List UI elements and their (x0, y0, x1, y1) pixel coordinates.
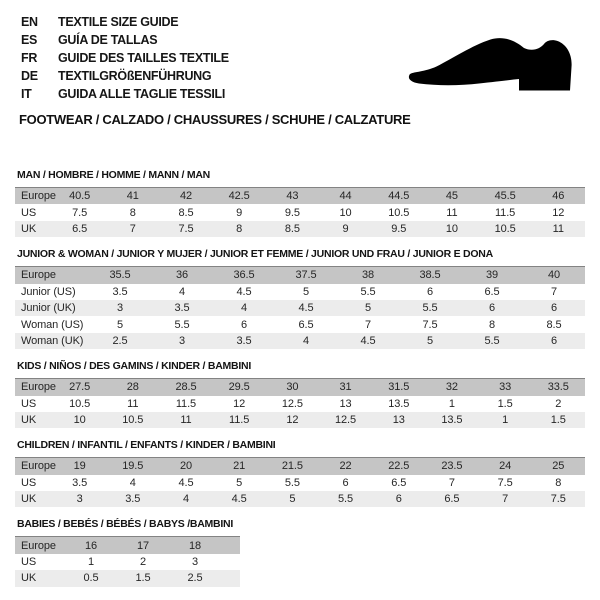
size-cell: 35.5 (109, 269, 131, 282)
size-cell: 7 (129, 222, 136, 235)
size-cell: 13 (339, 397, 352, 410)
size-cell: 38 (361, 269, 375, 282)
shoe-silhouette-svg (397, 27, 582, 97)
size-cell: 45.5 (494, 190, 516, 203)
size-cell: 5.5 (338, 493, 354, 506)
size-cell: 10 (73, 414, 86, 427)
language-code: DE (21, 69, 38, 83)
size-cell: 5.5 (360, 285, 376, 298)
size-table-section (15, 169, 585, 237)
size-cell: 23.5 (441, 460, 463, 473)
size-cell: 1 (448, 397, 455, 410)
size-cell: 3 (76, 493, 83, 506)
table-row (15, 333, 585, 349)
size-cell: 36.5 (233, 269, 255, 282)
size-cell: 3.5 (125, 493, 141, 506)
size-cell: 3 (191, 556, 199, 569)
size-cell: 3 (116, 302, 124, 315)
size-cell: 41 (126, 190, 139, 203)
size-cell: 6 (550, 334, 558, 347)
size-cell: 2.5 (112, 334, 128, 347)
size-cell: 4 (302, 334, 310, 347)
size-cell: 6 (395, 493, 402, 506)
size-cell: 44.5 (388, 190, 410, 203)
size-cell: 17 (136, 539, 150, 552)
size-cell: 10.5 (388, 206, 410, 219)
size-cell: 40.5 (69, 190, 91, 203)
size-table-section (15, 518, 585, 586)
size-cell: 3.5 (174, 302, 190, 315)
size-cell: 12 (286, 414, 299, 427)
size-cell: 44 (339, 190, 352, 203)
row-label: Woman (UK) (21, 334, 84, 347)
size-cell: 12 (233, 397, 246, 410)
size-table-section (15, 439, 585, 507)
language-code: ES (21, 33, 38, 47)
size-cell: 6.5 (484, 285, 500, 298)
table-row (15, 284, 585, 300)
size-table (15, 536, 240, 586)
size-cell: 4.5 (360, 334, 376, 347)
table-row (15, 221, 585, 237)
size-cell: 4.5 (231, 493, 247, 506)
size-cell: 7.5 (178, 222, 194, 235)
table-row (15, 491, 585, 507)
category-line: FOOTWEAR / CALZADO / CHAUSSURES / SCHUHE / CALZATURE (19, 112, 411, 127)
size-table (15, 266, 585, 349)
size-cell: 31 (339, 381, 352, 394)
size-table-section (15, 360, 585, 428)
size-cell: 6 (240, 318, 248, 331)
size-cell: 16 (84, 539, 98, 552)
size-cell: 0.5 (83, 572, 99, 585)
size-table-section (15, 248, 585, 349)
size-cell: 3.5 (236, 334, 252, 347)
size-cell: 7.5 (497, 476, 513, 489)
size-cell: 10 (339, 206, 352, 219)
size-cell: 7.5 (72, 206, 88, 219)
size-cell: 8.5 (284, 222, 300, 235)
size-cell: 11 (446, 206, 458, 219)
row-label: UK (21, 572, 37, 585)
size-table (15, 187, 585, 237)
size-cell: 1.5 (550, 414, 566, 427)
size-cell: 4 (240, 302, 248, 315)
size-cell: 3 (178, 334, 186, 347)
table-row (15, 554, 240, 570)
size-cell: 13 (392, 414, 405, 427)
size-cell: 8 (555, 476, 562, 489)
row-label: Europe (21, 460, 56, 473)
size-cell: 4 (129, 476, 136, 489)
size-table (15, 378, 585, 428)
size-cell: 29.5 (228, 381, 250, 394)
size-cell: 2 (555, 397, 562, 410)
size-cell: 6.5 (298, 318, 314, 331)
size-cell: 5.5 (284, 476, 300, 489)
row-label: UK (21, 414, 37, 427)
size-cell: 4 (182, 493, 189, 506)
row-label: UK (21, 493, 37, 506)
size-cell: 7 (502, 493, 509, 506)
size-cell: 11.5 (175, 397, 197, 410)
size-cell: 5 (364, 302, 372, 315)
row-label: Europe (21, 269, 56, 282)
size-cell: 18 (188, 539, 202, 552)
size-cell: 9 (342, 222, 349, 235)
row-label: US (21, 397, 37, 410)
size-cell: 39 (485, 269, 499, 282)
size-cell: 11 (552, 222, 564, 235)
size-cell: 1 (502, 414, 509, 427)
row-label: Europe (21, 381, 56, 394)
size-cell: 11.5 (494, 206, 516, 219)
size-cell: 24 (499, 460, 512, 473)
size-cell: 9 (236, 206, 243, 219)
size-cell: 32 (445, 381, 458, 394)
size-cell: 22 (339, 460, 352, 473)
size-table (15, 457, 585, 507)
size-cell: 8 (488, 318, 496, 331)
language-title: GUIDA ALLE TAGLIE TESSILI (58, 87, 226, 101)
size-cell: 1 (87, 556, 95, 569)
size-cell: 27.5 (69, 381, 91, 394)
table-row (15, 300, 585, 316)
size-cell: 2 (139, 556, 147, 569)
row-label: Woman (US) (21, 318, 84, 331)
size-cell: 4 (178, 285, 186, 298)
size-cell: 43 (286, 190, 299, 203)
size-cell: 21 (233, 460, 246, 473)
size-cell: 6 (426, 285, 434, 298)
section-title: KIDS / NIÑOS / DES GAMINS / KINDER / BAMBINI (17, 360, 252, 373)
size-cell: 38.5 (419, 269, 441, 282)
size-cell: 22.5 (388, 460, 410, 473)
size-cell: 9.5 (284, 206, 300, 219)
table-row (15, 458, 585, 474)
size-cell: 11 (127, 397, 139, 410)
row-label: US (21, 556, 37, 569)
size-cell: 46 (552, 190, 565, 203)
size-cell: 30 (286, 381, 299, 394)
size-cell: 6 (550, 302, 558, 315)
table-row (15, 570, 240, 586)
size-cell: 10 (445, 222, 458, 235)
size-cell: 20 (179, 460, 192, 473)
size-cell: 7 (448, 476, 455, 489)
size-cell: 12.5 (281, 397, 303, 410)
size-cell: 5.5 (422, 302, 438, 315)
size-cell: 12 (552, 206, 565, 219)
section-title: MAN / HOMBRE / HOMME / MANN / MAN (17, 169, 210, 181)
size-cell: 10.5 (122, 414, 144, 427)
dress-shoe-icon (397, 27, 582, 97)
size-cell: 5 (302, 285, 310, 298)
size-cell: 6.5 (72, 222, 88, 235)
size-cell: 2.5 (187, 572, 203, 585)
language-code: FR (21, 51, 38, 65)
size-cell: 11.5 (229, 414, 250, 427)
size-cell: 6 (342, 476, 349, 489)
size-cell: 8.5 (178, 206, 194, 219)
size-cell: 8.5 (546, 318, 562, 331)
size-cell: 13.5 (388, 397, 410, 410)
size-cell: 3.5 (112, 285, 128, 298)
table-row (15, 537, 240, 553)
size-cell: 33 (499, 381, 512, 394)
size-cell: 5.5 (484, 334, 500, 347)
size-cell: 5 (426, 334, 434, 347)
row-label: Europe (21, 539, 56, 552)
size-cell: 8 (129, 206, 136, 219)
size-cell: 28 (126, 381, 139, 394)
size-cell: 4.5 (298, 302, 314, 315)
row-label: US (21, 476, 37, 489)
table-row (15, 379, 585, 395)
section-title: BABIES / BEBÉS / BÉBÉS / BABYS /BAMBINI (17, 518, 234, 531)
size-cell: 7 (364, 318, 372, 331)
size-cell: 42 (179, 190, 192, 203)
size-cell: 3.5 (72, 476, 88, 489)
table-row (15, 475, 585, 491)
size-cell: 10.5 (69, 397, 91, 410)
size-cell: 6 (488, 302, 496, 315)
size-cell: 5.5 (174, 318, 190, 331)
size-cell: 6.5 (444, 493, 460, 506)
size-cell: 13.5 (441, 414, 463, 427)
table-row (15, 204, 585, 220)
size-cell: 5 (116, 318, 124, 331)
size-cell: 11 (180, 414, 192, 427)
size-cell: 45 (445, 190, 458, 203)
size-cell: 9.5 (391, 222, 407, 235)
language-title: GUIDE DES TAILLES TEXTILE (58, 51, 229, 65)
size-cell: 36 (175, 269, 189, 282)
language-title: GUÍA DE TALLAS (58, 33, 158, 47)
section-title: CHILDREN / INFANTIL / ENFANTS / KINDER / BAMBINI (17, 439, 276, 452)
row-label: Junior (US) (21, 285, 76, 298)
language-title: TEXTILE SIZE GUIDE (58, 15, 179, 29)
language-title: TEXTILGRÖßENFÜHRUNG (58, 69, 212, 83)
size-cell: 19.5 (122, 460, 144, 473)
table-row (15, 267, 585, 283)
size-tables-container (15, 169, 585, 587)
section-title: JUNIOR & WOMAN / JUNIOR Y MUJER / JUNIOR ET FEMME / JUNIOR UND FRAU / JUNIOR E DONA (17, 248, 493, 261)
language-code: IT (21, 87, 32, 101)
table-row (15, 316, 585, 332)
row-label: Junior (UK) (21, 302, 76, 315)
row-label: US (21, 206, 37, 219)
size-cell: 42.5 (228, 190, 250, 203)
size-cell: 4.5 (178, 476, 194, 489)
table-row (15, 412, 585, 428)
size-cell: 40 (547, 269, 561, 282)
size-cell: 6.5 (391, 476, 407, 489)
size-cell: 21.5 (281, 460, 303, 473)
row-label: UK (21, 222, 37, 235)
size-cell: 5 (236, 476, 243, 489)
table-row (15, 396, 585, 412)
size-cell: 19 (73, 460, 86, 473)
size-cell: 1.5 (497, 397, 513, 410)
size-cell: 8 (236, 222, 243, 235)
size-cell: 7.5 (550, 493, 566, 506)
size-cell: 33.5 (547, 381, 569, 394)
size-cell: 37.5 (295, 269, 317, 282)
size-cell: 12.5 (335, 414, 357, 427)
size-cell: 28.5 (175, 381, 197, 394)
size-cell: 10.5 (494, 222, 516, 235)
table-row (15, 188, 585, 204)
size-cell: 4.5 (236, 285, 252, 298)
row-label: Europe (21, 190, 56, 203)
size-cell: 31.5 (388, 381, 410, 394)
size-cell: 7 (550, 285, 558, 298)
language-code: EN (21, 15, 38, 29)
size-cell: 1.5 (135, 572, 151, 585)
size-cell: 7.5 (422, 318, 438, 331)
size-cell: 5 (289, 493, 296, 506)
size-cell: 25 (552, 460, 565, 473)
